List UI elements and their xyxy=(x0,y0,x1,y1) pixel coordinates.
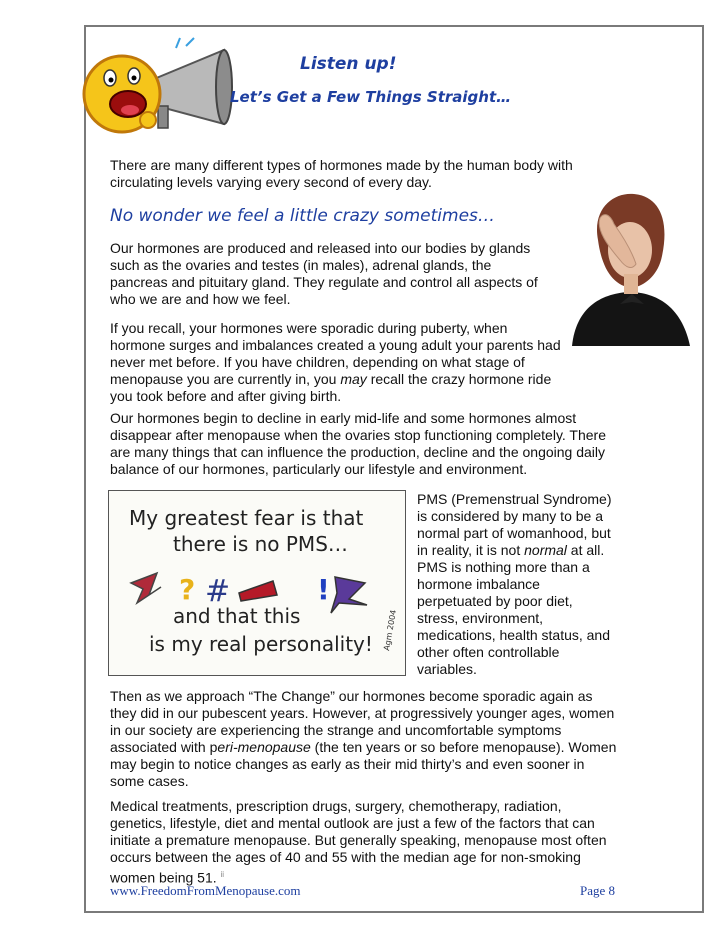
hash-symbol-icon: # xyxy=(205,574,231,609)
cartoon-line1: My greatest fear is that xyxy=(129,506,364,530)
pms-text-b: at all. PMS is nothing more than a hormone imbalance perpetuated by poor diet, stress, environment, medications, health status, and other often controllable variables. xyxy=(417,542,611,677)
pms-cartoon xyxy=(108,490,406,676)
question-mark-icon: ? xyxy=(179,573,196,606)
change-paragraph xyxy=(110,688,620,790)
change-text-a: Then as we approach “The Change” our hormones become sporadic again as they did in our pubescent years. However, at progressively younger ages, women in our society are experiencing the strange and uncomfortable symptoms associated with p xyxy=(110,688,615,755)
intro-paragraph: There are many different types of hormones made by the human body with circulating levels varying every second of every day. xyxy=(110,157,573,190)
glands-paragraph: Our hormones are produced and released into our bodies by glands such as the ovaries and testes (in males), adrenal glands, the pancreas and pituitary gland. They regulate and control all aspects of who we are and how we feel. xyxy=(110,240,538,307)
footer-url-link[interactable]: www.FreedomFromMenopause.com xyxy=(110,883,301,898)
puberty-text-a: If you recall, your hormones were sporadic during puberty, when hormone surges and imbalances created a young adult your parents had never met before. If you have children, depending on what stage of menopause you are currently in, you xyxy=(110,320,561,387)
change-text-em: eri-menopause xyxy=(217,739,311,755)
exclamation-icon: ! xyxy=(317,573,330,606)
pms-paragraph xyxy=(417,491,617,678)
puberty-paragraph xyxy=(110,320,562,405)
pms-text-a: PMS (Premenstrual Syndrome) is considered by many to be a normal part of womanhood, but in reality, it is not xyxy=(417,491,612,558)
cartoon-signature: Agm 2004 xyxy=(382,609,399,652)
header-title: Listen up! xyxy=(300,54,397,74)
shoe-icon xyxy=(239,581,277,601)
puberty-text-em: may xyxy=(340,371,367,387)
stressed-woman-photo xyxy=(562,190,694,346)
decline-paragraph: Our hormones begin to decline in early mid-life and some hormones almost disappear after menopause when the ovaries stop functioning completely. There are many things that can influence the production, decline and the ongoing daily balance of our hormones, particularly our lifestyle and environment. xyxy=(110,410,607,477)
cartoon-line3: and that this xyxy=(173,604,301,628)
puberty-text-b: recall the crazy hormone ride you took before and after giving birth. xyxy=(110,371,552,404)
purple-star-icon xyxy=(331,577,367,613)
footer-page-number: Page 8 xyxy=(580,883,616,898)
star-swear-icon xyxy=(131,573,161,603)
pms-cartoon-drawing xyxy=(109,491,405,675)
emphasis-heading: No wonder we feel a little crazy sometimes… xyxy=(110,206,495,226)
pms-text-em: normal xyxy=(524,542,567,558)
factors-text: Medical treatments, prescription drugs, surgery, chemotherapy, radiation, genetics, lifestyle, diet and mental outlook are just a few of the factors that can initiate a premature menopause. But generally speaking, menopause most often occurs between the ages of 40 and 55 with the median age for non-smoking women being 51. xyxy=(110,798,607,886)
footnote-marker: ii xyxy=(220,870,225,879)
header-subtitle: Let’s Get a Few Things Straight… xyxy=(230,88,512,106)
cartoon-line2: there is no PMS… xyxy=(173,532,348,556)
megaphone-smiley-icon xyxy=(74,36,234,148)
factors-paragraph xyxy=(110,798,620,887)
cartoon-line4: is my real personality! xyxy=(149,632,373,656)
change-text-b: (the ten years or so before menopause). Women may begin to notice changes as early as their mid thirty’s and even sooner in some cases. xyxy=(110,739,617,789)
